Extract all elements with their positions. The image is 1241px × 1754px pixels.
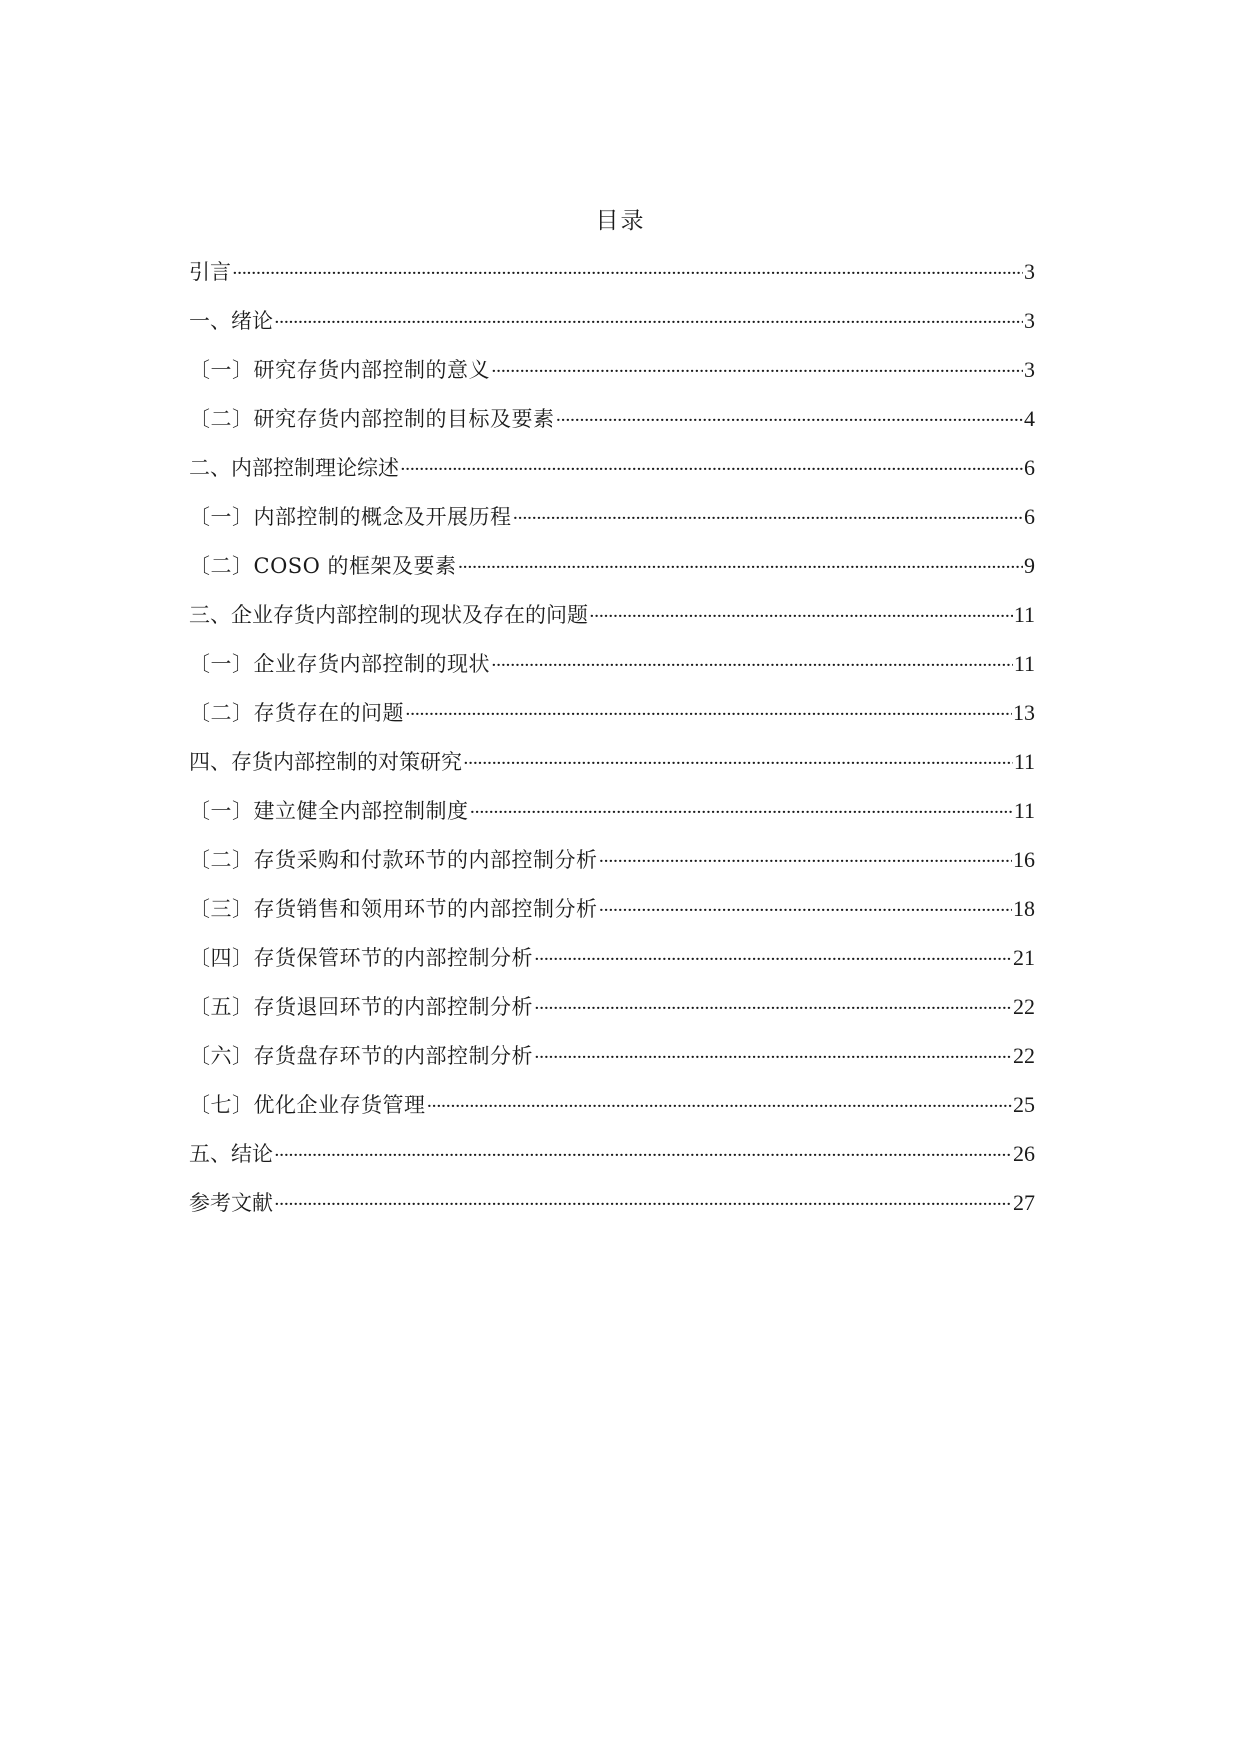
toc-entry-page-number: 3 [1024, 357, 1035, 382]
toc-entry-page-number: 11 [1013, 798, 1035, 823]
toc-entry[interactable] [189, 894, 1035, 943]
toc-entry-label: 参考文献 [189, 1191, 273, 1215]
toc-entry[interactable] [189, 1139, 1035, 1188]
dot-leader [405, 700, 1012, 730]
toc-entry-label: 〔五〕存货退回环节的内部控制分析 [189, 995, 533, 1019]
toc-entry-page-number: 16 [1013, 847, 1035, 872]
dot-leader [458, 553, 1023, 583]
toc-entry[interactable] [189, 257, 1035, 306]
toc-entry[interactable] [189, 1090, 1035, 1139]
toc-entry-page-number: 3 [1024, 308, 1035, 333]
toc-entry-label: 一、绪论 [189, 309, 273, 333]
dot-leader [534, 945, 1012, 975]
dot-leader [534, 994, 1012, 1024]
toc-entry[interactable] [189, 404, 1035, 453]
dot-leader [491, 651, 1013, 681]
dot-leader [463, 749, 1013, 779]
toc-entry[interactable] [189, 1041, 1035, 1090]
toc-entry-label: 〔四〕存货保管环节的内部控制分析 [189, 946, 533, 970]
toc-entry-label: 〔一〕内部控制的概念及开展历程 [189, 505, 512, 529]
toc-entry-label: 四、存货内部控制的对策研究 [189, 750, 462, 774]
toc-entry-label: 〔一〕研究存货内部控制的意义 [189, 358, 490, 382]
toc-entry[interactable] [189, 600, 1035, 649]
toc-entry[interactable] [189, 992, 1035, 1041]
toc-entry-label: 三、企业存货内部控制的现状及存在的问题 [189, 603, 588, 627]
toc-entry-page-number: 13 [1013, 700, 1035, 725]
toc-entry[interactable] [189, 306, 1035, 355]
toc-entry[interactable] [189, 796, 1035, 845]
toc-entry[interactable] [189, 453, 1035, 502]
toc-entry-label: 〔二〕存货采购和付款环节的内部控制分析 [189, 848, 598, 872]
toc-entry-page-number: 4 [1024, 406, 1035, 431]
toc-entry-page-number: 25 [1013, 1092, 1035, 1117]
dot-leader [400, 455, 1023, 485]
toc-entry-label: 〔一〕建立健全内部控制制度 [189, 799, 469, 823]
toc-entry-page-number: 26 [1013, 1141, 1035, 1166]
toc-entry-page-number: 22 [1013, 1043, 1035, 1068]
toc-entry-page-number: 6 [1024, 455, 1035, 480]
dot-leader [232, 259, 1023, 289]
toc-entry-page-number: 27 [1013, 1190, 1035, 1215]
toc-entry-page-number: 3 [1024, 259, 1035, 284]
toc-entry-page-number: 18 [1013, 896, 1035, 921]
toc-title: 目录 [595, 208, 646, 234]
dot-leader [274, 1190, 1012, 1220]
toc-entry-page-number: 6 [1024, 504, 1035, 529]
toc-entry-page-number: 11 [1013, 749, 1035, 774]
toc-entry[interactable] [189, 502, 1035, 551]
toc-entry-label: 〔三〕存货销售和领用环节的内部控制分析 [189, 897, 598, 921]
table-of-contents [189, 257, 1035, 1237]
toc-entry-label: 〔二〕研究存货内部控制的目标及要素 [189, 407, 555, 431]
dot-leader [274, 308, 1023, 338]
dot-leader [556, 406, 1024, 436]
dot-leader [599, 896, 1013, 926]
toc-entry-label: 〔二〕COSO 的框架及要素 [189, 554, 457, 578]
toc-entry-label: 〔七〕优化企业存货管理 [189, 1093, 426, 1117]
toc-entry[interactable] [189, 649, 1035, 698]
toc-entry-label: 〔二〕存货存在的问题 [189, 701, 404, 725]
dot-leader [274, 1141, 1012, 1171]
toc-entry[interactable] [189, 551, 1035, 600]
toc-entry-page-number: 21 [1013, 945, 1035, 970]
toc-entry[interactable] [189, 698, 1035, 747]
toc-entry-label: 五、结论 [189, 1142, 273, 1166]
dot-leader [427, 1092, 1013, 1122]
dot-leader [599, 847, 1013, 877]
toc-entry-label: 〔一〕企业存货内部控制的现状 [189, 652, 490, 676]
dot-leader [470, 798, 1013, 828]
toc-entry-page-number: 9 [1024, 553, 1035, 578]
toc-entry-label: 二、内部控制理论综述 [189, 456, 399, 480]
toc-entry-label: 引言 [189, 260, 231, 284]
toc-entry[interactable] [189, 845, 1035, 894]
toc-entry-page-number: 11 [1013, 651, 1035, 676]
toc-entry[interactable] [189, 943, 1035, 992]
toc-entry-page-number: 11 [1013, 602, 1035, 627]
toc-entry[interactable] [189, 1188, 1035, 1237]
toc-entry-page-number: 22 [1013, 994, 1035, 1019]
dot-leader [589, 602, 1013, 632]
toc-entry-label: 〔六〕存货盘存环节的内部控制分析 [189, 1044, 533, 1068]
dot-leader [534, 1043, 1012, 1073]
dot-leader [513, 504, 1024, 534]
dot-leader [491, 357, 1023, 387]
toc-entry[interactable] [189, 747, 1035, 796]
toc-entry[interactable] [189, 355, 1035, 404]
